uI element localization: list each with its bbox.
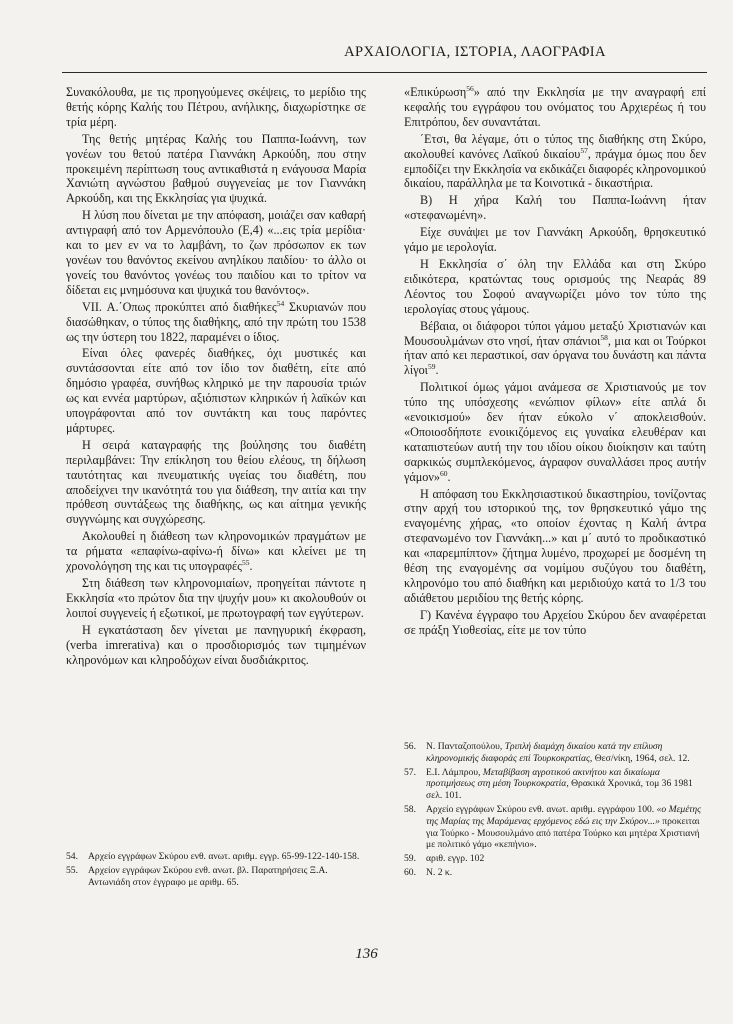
footnote-text [426, 741, 706, 765]
footnote-rest: προκειται για Τούρκο - Μουσουλμάνο από πατέρα Τούρκο και μητέρα Χριστιανή με πολιτικό γάμο «κεπήνιο». [426, 815, 700, 851]
paragraph: Γ) Κανένα έγγραφο του Αρχείου Σκύρου δεν αναφέρεται σε πράξη Υιοθεσίας, είτε με τον τύπο [404, 607, 706, 637]
paragraph-text: , πράγμα όμως που δεν εμποδίζει την Εκκλησία να εκδικάζει διαφορές κληρονομικού δικαίου, παράλληλα με τα Κοινοτικά - δικαστήρια. [404, 146, 706, 191]
footnote [404, 804, 706, 851]
footnote-author: Ε.Ι. Λάμπρου, [426, 766, 483, 778]
footnote-text: Αρχείο εγγράφων Σκύρου ενθ. ανωτ. αριθμ. εγγρ. 65-99-122-140-158. [88, 851, 360, 862]
footnote-text [426, 804, 706, 851]
footnote-number: 57. [404, 766, 416, 778]
paragraph: Είχε συνάψει με τον Γιαννάκη Αρκούδη, θρησκευτικό γάμο με ιερολογία. [404, 225, 706, 255]
paragraph-text: » από την Εκκλησία με την αναγραφή επί κεφαλής του εγγράφου του ονόματος του Αρχιερέως ή του Επιτρόπου, δεν συναντάται. [404, 85, 706, 129]
footnote-ref: 58 [600, 332, 608, 342]
paragraph [404, 319, 706, 379]
footnote-title: «ο Μεμέτης της Μαρίας της Μαράμενας ερχόμενος εδώ εις την Σκύρον...» [426, 803, 702, 827]
paragraph-text: VII. Α.΄Οπως προκύπτει από διαθήκες [82, 299, 277, 314]
footnote-rest: , Θρακικά Χρονικά, τομ 36 1981 σελ. 101. [426, 778, 693, 802]
footnote-number: 58. [404, 803, 416, 815]
paragraph: Η Εκκλησία σ΄ όλη την Ελλάδα και στη Σκύρο ειδικότερα, κρατώντας τους ορισμούς της Νεαράς 89 Λέοντος του Σοφού αναγνωρίζει μόνο τον τύπο της ιερολογίας στους γάμους. [404, 256, 706, 316]
paragraph [404, 132, 706, 192]
paragraph: Της θετής μητέρας Καλής του Παππα-Ιωάννη, των γονέων του θετού πατέρα Γιαννάκη Αρκούδη, που στην προκειμένη περίπτωση τους αντικαθιστά η ενάγουσα Μαρία Χανιώτη αγνώστου βαθμού συγγενείας με τον Γιαννάκη Αρκούδη, και της Εκκλησίας για ψυχικά. [66, 131, 366, 206]
paragraph-text: «Επικύρωση [404, 85, 467, 99]
paragraph-text: ΄Ετσι, θα λέγαμε, ότι ο τύπος της διαθήκης στη Σκύρο, ακολουθεί κανόνες Λαϊκού δικαίου [404, 131, 706, 161]
footnote [404, 767, 706, 802]
footnote-title: Μεταβίβαση αγροτικού ακινήτου και δικαίωμα προτιμήσεως στη μέση Τουρκοκρατία [426, 766, 660, 790]
footnote [404, 867, 706, 879]
footnote-text: Αρχείον εγγράφων Σκύρου ενθ. ανωτ. βλ. Παρατηρήσεις Ξ.Α. Αντωνιάδη στον έγγραφο με αριθμ. 65. [88, 864, 328, 888]
footnote-rest: , Θεσ/νίκη, 1964, σελ. 12. [589, 752, 690, 764]
paragraph: Στη διάθεση των κληρονομιαίων, προηγείται πάντοτε η Εκκλησία «το πρώτον δια την ψυχήν μου» κι ακολουθούν οι λοιποί συγγενείς ή εξωτικοί, με πρωτογραφή των εγγύτερων. [66, 576, 366, 620]
paragraph-tail: . [435, 363, 439, 378]
footnote-number: 56. [404, 741, 416, 752]
footnotes-right [404, 741, 706, 881]
paragraph: Β) Η χήρα Καλή του Παππα-Ιωάννη ήταν «στεφανωμένη». [404, 193, 706, 223]
footnote-number: 59. [404, 853, 416, 865]
footnote-text: αριθ. εγγρ. 102 [426, 853, 485, 865]
paragraph [404, 85, 706, 130]
paragraph-text: Πολιτικοί όμως γάμοι ανάμεσα σε Χριστιανούς με τον τύπο της υπόσχεσης «ενώπιον φίλων» είτε απλά δι «ενοικισμού» δεν ήταν εύκολο ν΄ αποκλεισθούν. «Οποιοσδήποτε ενοικιζόμενος εις γυναίκα ελευθέραν και καταπιστεύων αυτή την του ιδίου οίκου διοίκησιν και ταύτη σαρκικώς συμπλεκόμενος, άγραφον συναλλάσει προς αυτήν γάμον» [404, 380, 706, 484]
paragraph: Η εγκατάσταση δεν γίνεται με πανηγυρική έκφραση, (verba imrerativa) και ο προσδιορισμός των τιμημένων κληρονόμων και κληροδόχων είναι δυσδιάκριτος. [66, 622, 366, 667]
footnote [66, 851, 366, 863]
paragraph [404, 380, 706, 484]
footnote-ref: 54 [276, 298, 285, 308]
right-column [404, 85, 706, 640]
footnote-text: Ν. 2 κ. [426, 866, 453, 878]
paragraph: Η λύση που δίνεται με την απόφαση, μοιάζει σαν καθαρή αντιγραφή από τον Αρμενόπουλο (Ε,4) «...εις τρία μερίδια· και το μεν εν να το λαμβάνη, το ζων πρόσωπον εκ των γονέων του θανόντος εκείνου ανηλίκου παιδίου· το άλλο οι γονείς του θανόντος γονέως του παιδίου και το τρίτον να δίδεται εις μνημόσυνα και ψυχικά του θανόντος». [66, 208, 366, 297]
footnote-ref: 59 [427, 362, 436, 372]
footnote-ref: 56 [466, 83, 474, 93]
footnotes-left [66, 851, 366, 890]
paragraph: Η σειρά καταγραφής της βούλησης του διαθέτη περιλαμβάνει: Την επίκληση του θείου ελέους, τη δήλωση ταυτότητας και πνευματικής υγείας του διαθέτη, που αποδείχνει την ικανότητά του για διάθεση, την αιτία και την πρόθεση συντάξεως της διαθήκης, ως και αίτημα γενικής συγγνώμης και συγχώρεσης. [66, 437, 366, 527]
paragraph-text: Βέβαια, οι διάφοροι τύποι γάμου μεταξύ Χριστιανών και Μουσουλμάνων στο νησί, ήταν σπάνιοι [404, 318, 706, 348]
paragraph-text: , μια και οι Τούρκοι ήταν από κει περαστικοί, σαν όργανα του δυνάστη και πάντα λίγοι [404, 333, 706, 378]
footnote-author: Αρχείο εγγράφων Σκύρου ενθ. ανωτ. αριθμ. εγγράφου 100. [426, 803, 657, 815]
paragraph [66, 529, 366, 574]
footnote [404, 741, 706, 765]
paragraph: Είναι όλες φανερές διαθήκες, όχι μυστικές και συντάσσονται είτε από τον ίδιο τον διαθέτη, είτε από δημόσιο γραφέα, συνήθως κληρικό με την παρουσία τριών ως και εννέα μαρτύρων, αξιόπιστων κληρικών ή λαϊκών και υπογράφονται από τον συντάκτη και τους παρόντες μάρτυρες. [66, 346, 366, 435]
page-number: 136 [355, 946, 378, 962]
paragraph-tail: . [249, 559, 253, 574]
left-column [66, 85, 366, 669]
footnote-number: 54. [66, 851, 78, 862]
paragraph: Συνακόλουθα, με τις προηγούμενες σκέψεις, το μερίδιο της θετής κόρης Καλής του Πέτρου, ανήλικης, διαχωρίστηκε σε τρία μέρη. [66, 85, 366, 129]
footnote-author: Ν. Πανταζοπούλου, [426, 741, 505, 752]
footnote-title: Τριπλή διαμάχη δικαίου κατά την επίλυση κληρονομικής διαφοράς επί Τουρκοκρατίας [426, 741, 663, 764]
paragraph: Η απόφαση του Εκκλησιαστικού δικαστηρίου, τονίζοντας στην αρχή του ιστορικού της, τον θρησκευτικό γάμο της εναγομένης χήρας, «το οποίον έχοντας η Καλή άντρα στεφανωμένο τον Γιαννάκη...» και μ΄ αυτό το προδικαστικό και «παρεμπίπτον» ζήτημα λυμένο, προχωρεί με δοσμένη τη θέση της εναγομένης σα νομίμου συζύγου του διαθέτη, κληρονόμο του από διαθήκη και μεριδιούχο κατά το 1/3 του αδιάθετου μεριδίου της θετής κόρης. [404, 486, 706, 605]
running-header: ΑΡΧΑΙΟΛΟΓΙΑ, ΙΣΤΟΡΙΑ, ΛΑΟΓΡΑΦΙΑ [344, 44, 606, 60]
footnote-number: 55. [66, 864, 78, 876]
paragraph-tail: . [447, 469, 451, 484]
footnote-text [426, 767, 706, 802]
paragraph [66, 300, 366, 345]
footnote [404, 853, 706, 865]
footnote-number: 60. [404, 866, 416, 878]
header-rule [62, 72, 707, 73]
footnote [66, 865, 366, 889]
footnote-ref: 57 [580, 145, 588, 155]
paragraph-text: Ακολουθεί η διάθεση των κληρονομικών πραγμάτων με τα ρήματα «επαφίνω-αφίνω-ή δίνω» και κλείνει με τη χρονολόγηση της και τις υπογραφές [66, 529, 366, 574]
footnote-ref: 55 [242, 558, 250, 568]
footnote-ref: 60 [440, 468, 448, 478]
paragraph-text: Σκυριανών που διασώθηκαν, ο τύπος της διαθήκης, από την πρώτη του 1538 ως την ύστερη του 1822, παραμένει ο ίδιος. [66, 299, 367, 344]
